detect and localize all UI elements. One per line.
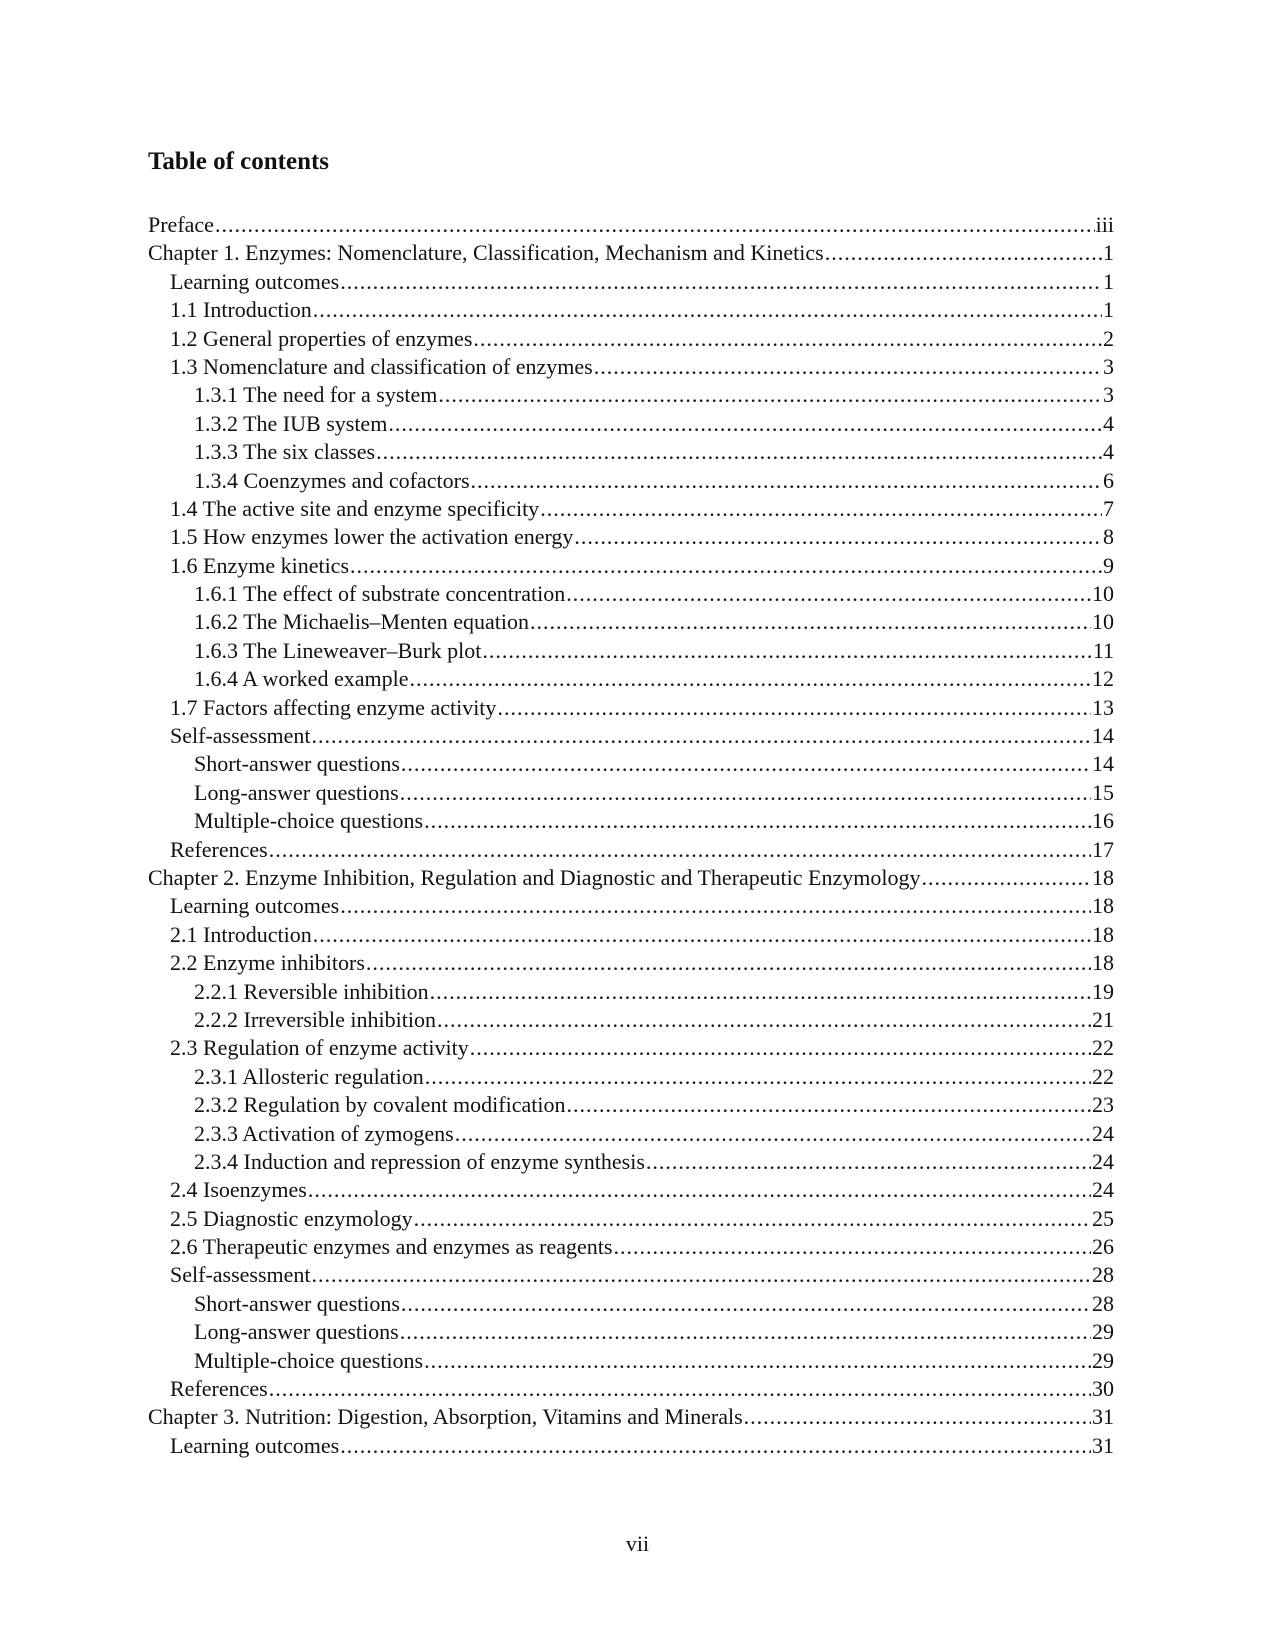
toc-entry-page: 3 (1103, 353, 1114, 379)
toc-entry-page: 18 (1092, 921, 1114, 947)
toc-entry-title: 1.6.1 The effect of substrate concentration (194, 581, 566, 607)
toc-entry-title: Chapter 2. Enzyme Inhibition, Regulation and Diagnostic and Therapeutic Enzymology (148, 864, 921, 890)
toc-entry-page: 14 (1092, 751, 1114, 777)
toc-entry[interactable] (148, 978, 1114, 1006)
toc-entry-title: 2.2 Enzyme inhibitors (170, 950, 365, 976)
toc-entry-title: 2.4 Isoenzymes (170, 1177, 307, 1203)
toc-entry[interactable] (148, 1176, 1114, 1204)
dot-leader (313, 296, 1102, 324)
toc-entry-title: 1.4 The active site and enzyme specificity (170, 495, 540, 521)
toc-entry-title: 2.2.1 Reversible inhibition (194, 978, 429, 1004)
toc-entry[interactable] (148, 836, 1114, 864)
page-number: vii (625, 1531, 650, 1556)
toc-entry-title: 1.7 Factors affecting enzyme activity (170, 694, 497, 720)
toc-entry-title: Chapter 1. Enzymes: Nomenclature, Classification, Mechanism and Kinetics (148, 240, 824, 266)
toc-entry-page: 22 (1092, 1035, 1114, 1061)
toc-entry-title: Preface (148, 212, 214, 237)
toc-entry-page: 21 (1092, 1006, 1114, 1032)
dot-leader (438, 381, 1102, 409)
toc-entry-page: 29 (1092, 1319, 1114, 1345)
toc-entry-title: References (170, 1376, 268, 1402)
toc-entry[interactable] (148, 864, 1114, 892)
dot-leader (613, 1233, 1091, 1261)
dot-leader (430, 978, 1091, 1006)
toc-entry[interactable] (148, 807, 1114, 835)
toc-entry-title: 1.6.2 The Michaelis–Menten equation (194, 609, 530, 635)
toc-entry[interactable] (148, 1034, 1114, 1062)
toc-entry[interactable] (148, 296, 1114, 324)
dot-leader (388, 410, 1102, 438)
toc-entry-page: 16 (1092, 808, 1114, 834)
toc-entry-title: 2.3 Regulation of enzyme activity (170, 1035, 469, 1061)
table-of-contents (148, 211, 1114, 1460)
dot-leader (455, 1120, 1091, 1148)
toc-entry[interactable] (148, 523, 1114, 551)
toc-entry-title: Multiple-choice questions (194, 808, 424, 834)
toc-entry-title: 2.3.2 Regulation by covalent modification (194, 1092, 566, 1118)
dot-leader (424, 807, 1091, 835)
toc-entry[interactable] (148, 580, 1114, 608)
toc-entry-page: 29 (1092, 1347, 1114, 1373)
dot-leader (424, 1347, 1091, 1375)
toc-entry-page: 18 (1092, 950, 1114, 976)
dot-leader (744, 1403, 1091, 1431)
toc-entry-title: 1.3 Nomenclature and classification of enzymes (170, 353, 593, 379)
dot-leader (473, 325, 1102, 353)
dot-leader (414, 1205, 1091, 1233)
toc-entry-title: 1.5 How enzymes lower the activation energy (170, 524, 574, 550)
toc-entry-title: 1.6.3 The Lineweaver–Burk plot (194, 637, 482, 663)
toc-entry-page: 17 (1092, 836, 1114, 862)
toc-entry[interactable] (148, 949, 1114, 977)
toc-entry-title: References (170, 836, 268, 862)
toc-entry-page: 8 (1103, 524, 1114, 550)
toc-entry-title: 2.5 Diagnostic enzymology (170, 1205, 413, 1231)
toc-entry-title: Multiple-choice questions (194, 1347, 424, 1373)
toc-entry-page: 31 (1092, 1404, 1114, 1430)
toc-entry-page: 24 (1092, 1120, 1114, 1146)
dot-leader (825, 239, 1102, 267)
dot-leader (566, 1091, 1091, 1119)
dot-leader (409, 665, 1091, 693)
dot-leader (482, 637, 1091, 665)
toc-entry[interactable] (148, 1233, 1114, 1261)
page-heading: Table of contents (148, 148, 330, 175)
toc-entry[interactable] (148, 1120, 1114, 1148)
toc-entry[interactable] (148, 1261, 1114, 1289)
toc-entry-page: 2 (1103, 325, 1114, 351)
toc-entry[interactable] (148, 1347, 1114, 1375)
toc-entry-page: 19 (1092, 978, 1114, 1004)
toc-entry-page: 12 (1092, 666, 1114, 692)
toc-entry[interactable] (148, 665, 1114, 693)
toc-entry[interactable] (148, 1290, 1114, 1318)
toc-entry-page: 22 (1092, 1063, 1114, 1089)
dot-leader (540, 495, 1102, 523)
toc-entry[interactable] (148, 921, 1114, 949)
dot-leader (269, 836, 1091, 864)
toc-entry-page: 1 (1103, 240, 1114, 266)
toc-entry-title: 1.3.2 The IUB system (194, 410, 388, 436)
toc-entry-title: 1.3.3 The six classes (194, 439, 376, 465)
toc-entry-page: 25 (1092, 1205, 1114, 1231)
toc-entry-page: 9 (1103, 552, 1114, 578)
toc-entry[interactable] (148, 1006, 1114, 1034)
toc-entry[interactable] (148, 722, 1114, 750)
dot-leader (646, 1148, 1091, 1176)
toc-entry-title: Self-assessment (170, 723, 311, 749)
toc-entry[interactable] (148, 1375, 1114, 1403)
toc-entry-page: 15 (1092, 779, 1114, 805)
toc-entry[interactable] (148, 268, 1114, 296)
toc-entry-page: 10 (1092, 581, 1114, 607)
dot-leader (471, 467, 1102, 495)
dot-leader (400, 1318, 1091, 1346)
dot-leader (312, 1261, 1091, 1289)
toc-entry-title: Short-answer questions (194, 1290, 400, 1316)
toc-entry-page: 23 (1092, 1092, 1114, 1118)
toc-entry[interactable] (148, 892, 1114, 920)
toc-entry-title: 1.2 General properties of enzymes (170, 325, 473, 351)
toc-entry[interactable] (148, 1403, 1114, 1431)
toc-entry-page: 1 (1103, 268, 1114, 294)
dot-leader (401, 1290, 1091, 1318)
toc-entry[interactable] (148, 694, 1114, 722)
toc-entry-page: 18 (1092, 864, 1114, 890)
toc-entry-page: 3 (1103, 382, 1114, 408)
dot-leader (921, 864, 1091, 892)
toc-entry-page: iii (1095, 212, 1114, 237)
toc-entry-title: 2.3.3 Activation of zymogens (194, 1120, 454, 1146)
dot-leader (376, 438, 1102, 466)
toc-entry-page: 28 (1092, 1290, 1114, 1316)
toc-entry-page: 24 (1092, 1148, 1114, 1174)
toc-entry-title: Short-answer questions (194, 751, 400, 777)
toc-entry-title: Long-answer questions (194, 779, 399, 805)
toc-entry[interactable] (148, 1148, 1114, 1176)
dot-leader (313, 921, 1091, 949)
dot-leader (470, 1034, 1091, 1062)
toc-entry[interactable] (148, 637, 1114, 665)
toc-entry-title: Learning outcomes (170, 268, 340, 294)
toc-entry-title: 2.2.2 Irreversible inhibition (194, 1006, 436, 1032)
toc-entry[interactable] (148, 552, 1114, 580)
dot-leader (215, 211, 1095, 239)
dot-leader (437, 1006, 1091, 1034)
dot-leader (574, 523, 1102, 551)
toc-entry-page: 30 (1092, 1376, 1114, 1402)
dot-leader (340, 892, 1091, 920)
dot-leader (340, 268, 1102, 296)
dot-leader (350, 552, 1102, 580)
dot-leader (366, 949, 1091, 977)
toc-entry[interactable] (148, 608, 1114, 636)
toc-entry-page: 7 (1103, 495, 1114, 521)
toc-entry-page: 24 (1092, 1177, 1114, 1203)
toc-entry[interactable] (148, 750, 1114, 778)
toc-entry-title: Long-answer questions (194, 1319, 399, 1345)
toc-entry[interactable] (148, 239, 1114, 267)
dot-leader (269, 1375, 1091, 1403)
toc-entry-page: 6 (1103, 467, 1114, 493)
toc-entry-title: 2.6 Therapeutic enzymes and enzymes as reagents (170, 1234, 613, 1260)
toc-entry-page: 31 (1092, 1432, 1114, 1458)
toc-entry-title: 2.3.4 Induction and repression of enzyme synthesis (194, 1148, 645, 1174)
toc-entry-title: 1.3.4 Coenzymes and cofactors (194, 467, 470, 493)
toc-entry-page: 28 (1092, 1262, 1114, 1288)
toc-entry-page: 18 (1092, 893, 1114, 919)
toc-entry-page: 26 (1092, 1234, 1114, 1260)
dot-leader (340, 1432, 1091, 1460)
toc-entry-title: 1.1 Introduction (170, 297, 312, 323)
toc-entry-title: 2.3.1 Allosteric regulation (194, 1063, 424, 1089)
toc-entry[interactable] (148, 1432, 1114, 1460)
toc-entry-title: 1.6.4 A worked example (194, 666, 409, 692)
toc-entry-page: 1 (1103, 297, 1114, 323)
toc-entry[interactable] (148, 1205, 1114, 1233)
toc-entry-title: 2.1 Introduction (170, 921, 312, 947)
toc-entry-title: Learning outcomes (170, 893, 340, 919)
toc-entry-title: Chapter 3. Nutrition: Digestion, Absorption, Vitamins and Minerals (148, 1404, 743, 1430)
toc-entry[interactable] (148, 410, 1114, 438)
toc-entry-page: 11 (1092, 637, 1114, 663)
dot-leader (425, 1063, 1091, 1091)
toc-entry[interactable] (148, 325, 1114, 353)
toc-entry[interactable] (148, 467, 1114, 495)
toc-entry-page: 4 (1103, 410, 1114, 436)
toc-entry[interactable] (148, 438, 1114, 466)
toc-entry[interactable] (148, 211, 1114, 239)
toc-entry[interactable] (148, 779, 1114, 807)
toc-entry-title: Learning outcomes (170, 1432, 340, 1458)
dot-leader (312, 722, 1091, 750)
toc-entry-page: 4 (1103, 439, 1114, 465)
dot-leader (594, 353, 1102, 381)
toc-entry-title: 1.6 Enzyme kinetics (170, 552, 350, 578)
toc-entry[interactable] (148, 1091, 1114, 1119)
toc-entry[interactable] (148, 495, 1114, 523)
toc-entry[interactable] (148, 381, 1114, 409)
dot-leader (308, 1176, 1091, 1204)
toc-entry[interactable] (148, 353, 1114, 381)
dot-leader (400, 779, 1091, 807)
toc-entry-page: 13 (1092, 694, 1114, 720)
toc-entry[interactable] (148, 1318, 1114, 1346)
toc-entry-page: 10 (1092, 609, 1114, 635)
dot-leader (497, 694, 1091, 722)
toc-entry-page: 14 (1092, 723, 1114, 749)
dot-leader (530, 608, 1091, 636)
toc-entry-title: 1.3.1 The need for a system (194, 382, 438, 408)
dot-leader (401, 750, 1091, 778)
toc-entry-title: Self-assessment (170, 1262, 311, 1288)
toc-entry[interactable] (148, 1063, 1114, 1091)
dot-leader (566, 580, 1091, 608)
